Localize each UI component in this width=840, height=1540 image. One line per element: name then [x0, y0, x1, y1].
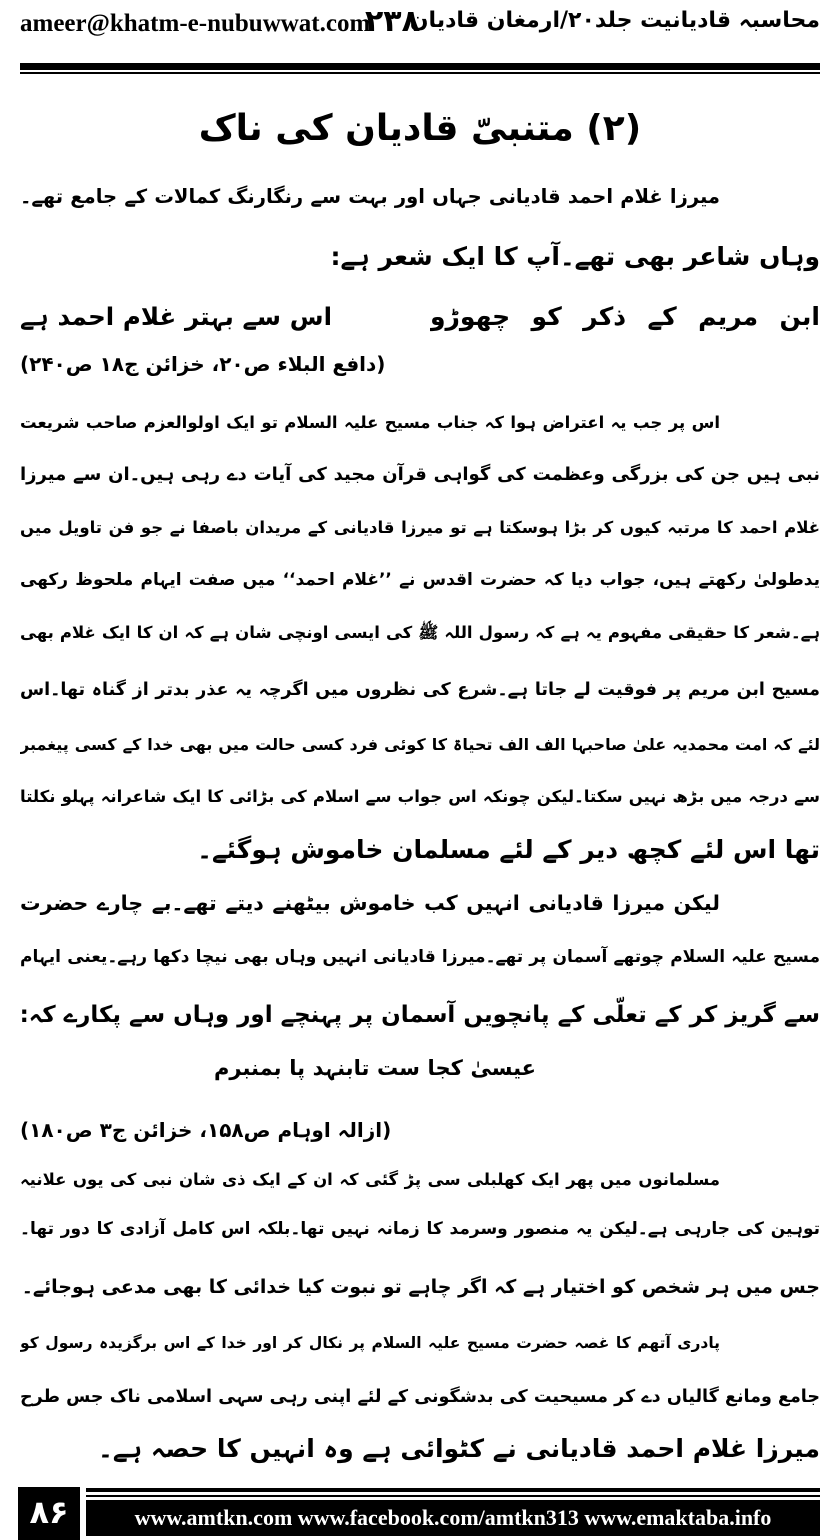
text-line: مسلمانوں میں پھر ایک کھلبلی سی پڑ گئی کہ ان کے ایک ذی شان نبی کی یوں علانیہ [20, 1170, 720, 1189]
text-line: مسیح علیہ السلام چوتھے آسمان پر تھے۔میرزا قادیانی انہیں وہاں بھی نیچا دکھا رہے۔یعنی ایہام [20, 947, 820, 967]
text-line: ہے۔شعر کا حقیقی مفہوم یہ ہے کہ رسول اللہ ﷺ کی ایسی اونچی شان ہے کہ ان کا ایک غلام بھی [20, 623, 820, 642]
footer-page-number: ۸۶ [18, 1487, 80, 1540]
text-line: نبی ہیں جن کی بزرگی وعظمت کی گواہی قرآن مجید کی آیات دے رہی ہیں۔ان سے میرزا [20, 464, 820, 485]
header-rule-thin [20, 72, 820, 74]
citation: (دافع البلاء ص۲۰، خزائن ج۱۸ ص۲۴۰) [20, 352, 386, 376]
text-line: لئے کہ امت محمدیہ علیٰ صاحبہا الف الف تحیاۃ کا کوئی فرد کسی حالت میں بھی خدا کے کسی پیغمبر [20, 735, 820, 754]
text-line: غلام احمد کا مرتبہ کیوں کر بڑا ہوسکتا ہے تو میرزا قادیانی کے مریدان باصفا نے جو فن تاویل میں [20, 518, 820, 537]
text-line: وہاں شاعر بھی تھے۔آپ کا ایک شعر ہے: [330, 242, 820, 271]
header-rule [20, 63, 820, 70]
footer-urls: www.amtkn.com www.facebook.com/amtkn313 www.emaktaba.info [86, 1500, 820, 1536]
text-line: جامع ومانع گالیاں دے کر مسیحیت کی بدشگونی کے لئے اپنی رہی سہی اسلامی ناک جس طرح [20, 1387, 820, 1407]
text-line: اس پر جب یہ اعتراض ہوا کہ جناب مسیح علیہ السلام تو ایک اولوالعزم صاحب شریعت [20, 413, 720, 432]
persian-verse: عیسیٰ کجا ست تابنہد پا بمنبرم [214, 1056, 536, 1080]
text-line: سے گریز کر کے تعلّی کے پانچویں آسمان پر پہنچے اور وہاں سے پکارے کہ: [20, 1002, 820, 1028]
text-line: میرزا غلام احمد قادیانی جہاں اور بہت سے رنگارنگ کمالات کے جامع تھے۔ [20, 185, 720, 208]
footer-rule [86, 1488, 820, 1492]
text-line: لیکن میرزا قادیانی انہیں کب خاموش بیٹھنے دیتے تھے۔بے چارے حضرت [20, 891, 720, 915]
footer-rule-thin [86, 1495, 820, 1497]
text-line: پادری آتھم کا غصہ حضرت مسیح علیہ السلام پر نکال کر اور خدا کے اس برگزیدہ رسول کو [20, 1334, 720, 1352]
header-page-number: ۲۳۸ [365, 4, 420, 39]
header-email: ameer@khatm-e-nubuwwat.com [20, 10, 371, 37]
text-line: یدطولیٰ رکھتے ہیں، جواب دیا کہ حضرت اقدس نے ’’غلام احمد‘‘ میں صفت ایہام ملحوظ رکھی [20, 570, 820, 590]
verse-first-hemistich: ابن مریم کے ذکر کو چھوڑو [430, 302, 820, 331]
text-line: جس میں ہر شخص کو اختیار ہے کہ اگر چاہے تو نبوت کیا خدائی کا بھی مدعی ہوجائے۔ [21, 1276, 820, 1298]
verse-second-hemistich: اس سے بہتر غلام احمد ہے [20, 302, 332, 331]
text-line: توہین کی جارہی ہے۔لیکن یہ منصور وسرمد کا زمانہ نہیں تھا۔بلکہ اس کامل آزادی کا دور تھا۔ [20, 1219, 820, 1239]
text-line: سے درجہ میں بڑھ نہیں سکتا۔لیکن چونکہ اس جواب سے اسلام کی بڑائی کا ایک شاعرانہ پہلو نکلتا [20, 787, 820, 806]
text-line: میرزا غلام احمد قادیانی نے کٹوائی ہے وہ انہیں کا حصہ ہے۔ [98, 1434, 820, 1463]
text-line: مسیح ابن مریم پر فوقیت لے جاتا ہے۔شرع کی نظروں میں اگرچہ یہ عذر بدتر از گناہ تھا۔اس [20, 680, 820, 700]
header-book-title: محاسبہ قادیانیت جلد۲۰/ارمغان قادیان [409, 8, 820, 33]
text-line: تھا اس لئے کچھ دیر کے لئے مسلمان خاموش ہوگئے۔ [197, 835, 820, 864]
citation: (ازالہ اوہام ص۱۵۸، خزائن ج۳ ص۱۸۰) [20, 1118, 392, 1142]
chapter-title: (۲) متنبیّ قادیان کی ناک [198, 108, 642, 149]
